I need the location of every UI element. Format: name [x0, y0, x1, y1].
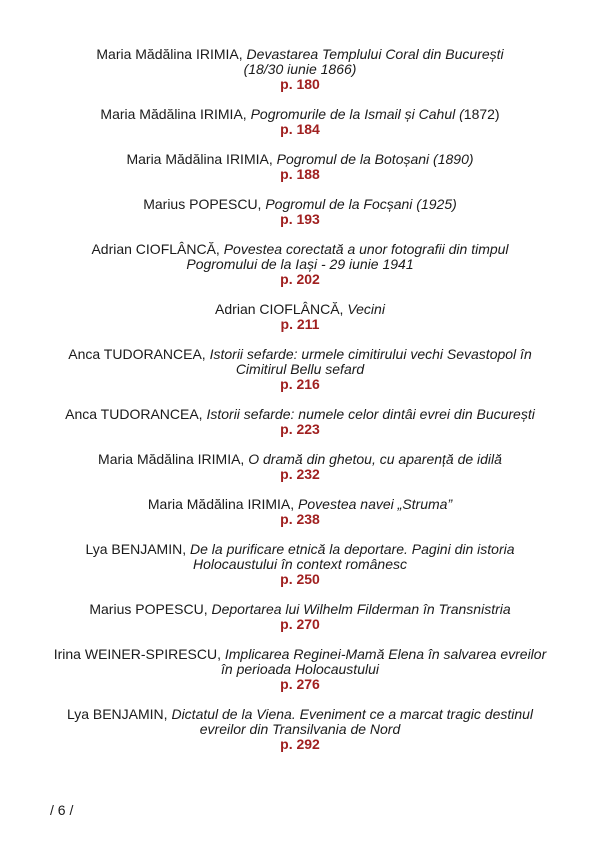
entry-page-number: p. 238: [280, 511, 320, 527]
toc-entry: [30, 407, 570, 437]
entry-author: Marius POPESCU,: [143, 196, 262, 212]
toc-entry: [30, 542, 570, 587]
entry-page-number: p. 188: [280, 166, 320, 182]
entry-title: Povestea navei „Struma”: [298, 496, 453, 512]
entry-title: Vecini: [347, 301, 385, 317]
entry-page-number: p. 250: [280, 571, 320, 587]
toc-entry: [30, 647, 570, 692]
toc-entry: [30, 602, 570, 632]
entry-title: De la purificare etnică la deportare. Pagini din istoria Holocaustului în context românesc: [190, 541, 515, 572]
entry-author: Maria Mădălina IRIMIA,: [98, 451, 245, 467]
entry-title: Devastarea Templului Coral din București (18/30 iunie 1866): [243, 46, 504, 77]
toc-entry-text: [30, 647, 570, 677]
page-number-footer: / 6 /: [50, 802, 74, 818]
entry-author: Irina WEINER-SPIRESCU,: [53, 646, 221, 662]
entry-page-number: p. 193: [280, 211, 320, 227]
toc-entry: [30, 152, 570, 182]
toc-entry-text: [30, 407, 570, 422]
toc-entry: [30, 452, 570, 482]
entry-title: Istorii sefarde: numele celor dintâi evrei din București: [206, 406, 535, 422]
entry-title: Dictatul de la Viena. Eveniment ce a marcat tragic destinul evreilor din Transilvania de Nord: [171, 706, 534, 737]
entry-author: Anca TUDORANCEA,: [68, 346, 206, 362]
entry-title: Pogromurile de la Ismail și Cahul (: [250, 106, 464, 122]
entry-page-number: p. 270: [280, 616, 320, 632]
entry-title-suffix: 1872): [463, 106, 500, 122]
entry-page-number: p. 211: [280, 316, 320, 332]
toc-entry-text: [30, 707, 570, 737]
toc-entry-text: [30, 542, 570, 572]
entry-page-number: p. 223: [280, 421, 320, 437]
toc-entry: [30, 302, 570, 332]
entry-author: Lya BENJAMIN,: [66, 706, 168, 722]
entry-author: Maria Mădălina IRIMIA,: [96, 46, 243, 62]
entry-page-number: p. 184: [280, 121, 320, 137]
toc-entry-text: [30, 497, 570, 512]
entry-author: Marius POPESCU,: [89, 601, 208, 617]
entry-page-number: p. 216: [280, 376, 320, 392]
toc-entry-text: [30, 302, 570, 317]
toc-entry-text: [30, 107, 570, 122]
entry-author: Adrian CIOFLÂNCĂ,: [215, 301, 344, 317]
toc-entry-text: [30, 47, 570, 77]
entry-page-number: p. 292: [280, 736, 320, 752]
toc-entry: [30, 242, 570, 287]
entry-title: Pogromul de la Botoșani (1890): [276, 151, 474, 167]
entry-title: Pogromul de la Focșani (1925): [265, 196, 457, 212]
entry-page-number: p. 232: [280, 466, 320, 482]
toc-entry: [30, 47, 570, 92]
entry-title: Istorii sefarde: urmele cimitirului vechi Sevastopol în Cimitirul Bellu sefard: [209, 346, 532, 377]
entry-title: O dramă din ghetou, cu aparență de idilă: [248, 451, 502, 467]
entry-page-number: p. 180: [280, 76, 320, 92]
entry-author: Maria Mădălina IRIMIA,: [100, 106, 247, 122]
toc-entry-text: [30, 152, 570, 167]
toc-entry-text: [30, 452, 570, 467]
toc-entry: [30, 497, 570, 527]
toc-entry: [30, 107, 570, 137]
entry-author: Maria Mădălina IRIMIA,: [126, 151, 273, 167]
entry-author: Lya BENJAMIN,: [85, 541, 187, 557]
toc-list: [30, 0, 570, 752]
entry-author: Maria Mădălina IRIMIA,: [147, 496, 295, 512]
toc-entry-text: [30, 242, 570, 272]
toc-entry-text: [30, 197, 570, 212]
entry-page-number: p. 276: [280, 676, 320, 692]
toc-entry: [30, 707, 570, 752]
toc-entry-text: [30, 347, 570, 377]
entry-author: Adrian CIOFLÂNCĂ,: [91, 241, 220, 257]
entry-title: Deportarea lui Wilhelm Filderman în Transnistria: [211, 601, 511, 617]
entry-title: Povestea corectată a unor fotografii din timpul Pogromului de la Iași - 29 iunie 1941: [186, 241, 509, 272]
toc-entry: [30, 197, 570, 227]
entry-title: Implicarea Reginei-Mamă Elena în salvarea evreilor în perioada Holocaustului: [221, 646, 547, 677]
entry-page-number: p. 202: [280, 271, 320, 287]
toc-entry-text: [30, 602, 570, 617]
entry-author: Anca TUDORANCEA,: [65, 406, 203, 422]
toc-entry: [30, 347, 570, 392]
